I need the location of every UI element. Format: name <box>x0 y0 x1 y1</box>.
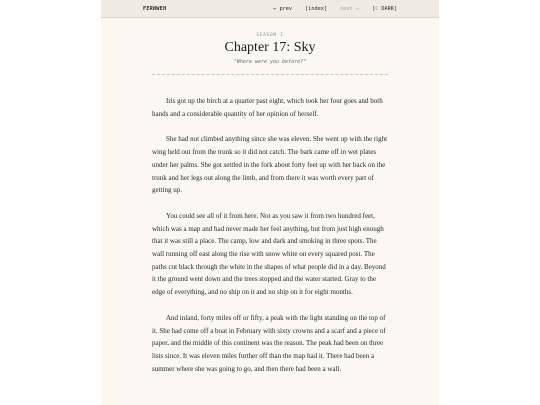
reader-page <box>101 0 439 405</box>
chapter-epigraph: "Where were you before?" <box>233 59 307 65</box>
dashed-divider <box>152 74 388 75</box>
index-link[interactable]: [index] <box>305 5 327 12</box>
next-chapter-link: next → <box>340 5 359 12</box>
paragraph: You could see all of it from here. Not as you saw it from two hundred feet, which was a map and had never made her feel anything, but from just high enough that it was still a place. The camp, low and dark and smoking in three spots. The wall running off east along the rise with snow white on every squared post. The paths cut black through the white in the shapes of what people did in a day. Beyond it the ground went down and the trees stopped and the water started. Gray to the edge of everything, and no ship on it and no ship on it for eight months. <box>152 211 386 297</box>
nav-separator: · <box>363 5 367 12</box>
nav-separator: · <box>332 5 336 12</box>
season-label: SEASON 1 <box>256 33 284 38</box>
prev-chapter-link[interactable]: ← prev <box>273 5 292 12</box>
chapter-navigation <box>273 6 397 12</box>
dark-mode-toggle[interactable]: [☾ DARK] <box>372 5 397 12</box>
site-logo[interactable]: FERNWEH <box>143 5 167 12</box>
chapter-title: Chapter 17: Sky <box>224 40 316 55</box>
paragraph: And inland, forty miles off or fifty, a peak with the light standing on the top of it. She had come off a boat in February with sixty crowns and a scarf and a piece of paper, and the middle of this continent was the reason. The peak had been on three lists since. It was eleven miles further off than the map had it. There had been a summer where she was going to go, and then there had been a wall. <box>152 313 386 373</box>
chapter-body <box>152 95 388 388</box>
top-navigation-bar <box>101 0 439 18</box>
paragraph: Iris got up the birch at a quarter past eight, which took her four goes and both hands and a considerable quantity of her opinion of herself. <box>152 97 383 118</box>
paragraph: She had not climbed anything since she was eleven. She went up with the right wing held out from the trunk so it did not catch. The bark came off in wet plates under her palms. She got settled in the fork about forty feet up with her back on the trunk and her legs out along the limb, and from there it was worth every part of getting up. <box>152 135 388 195</box>
nav-separator: · <box>297 5 301 12</box>
